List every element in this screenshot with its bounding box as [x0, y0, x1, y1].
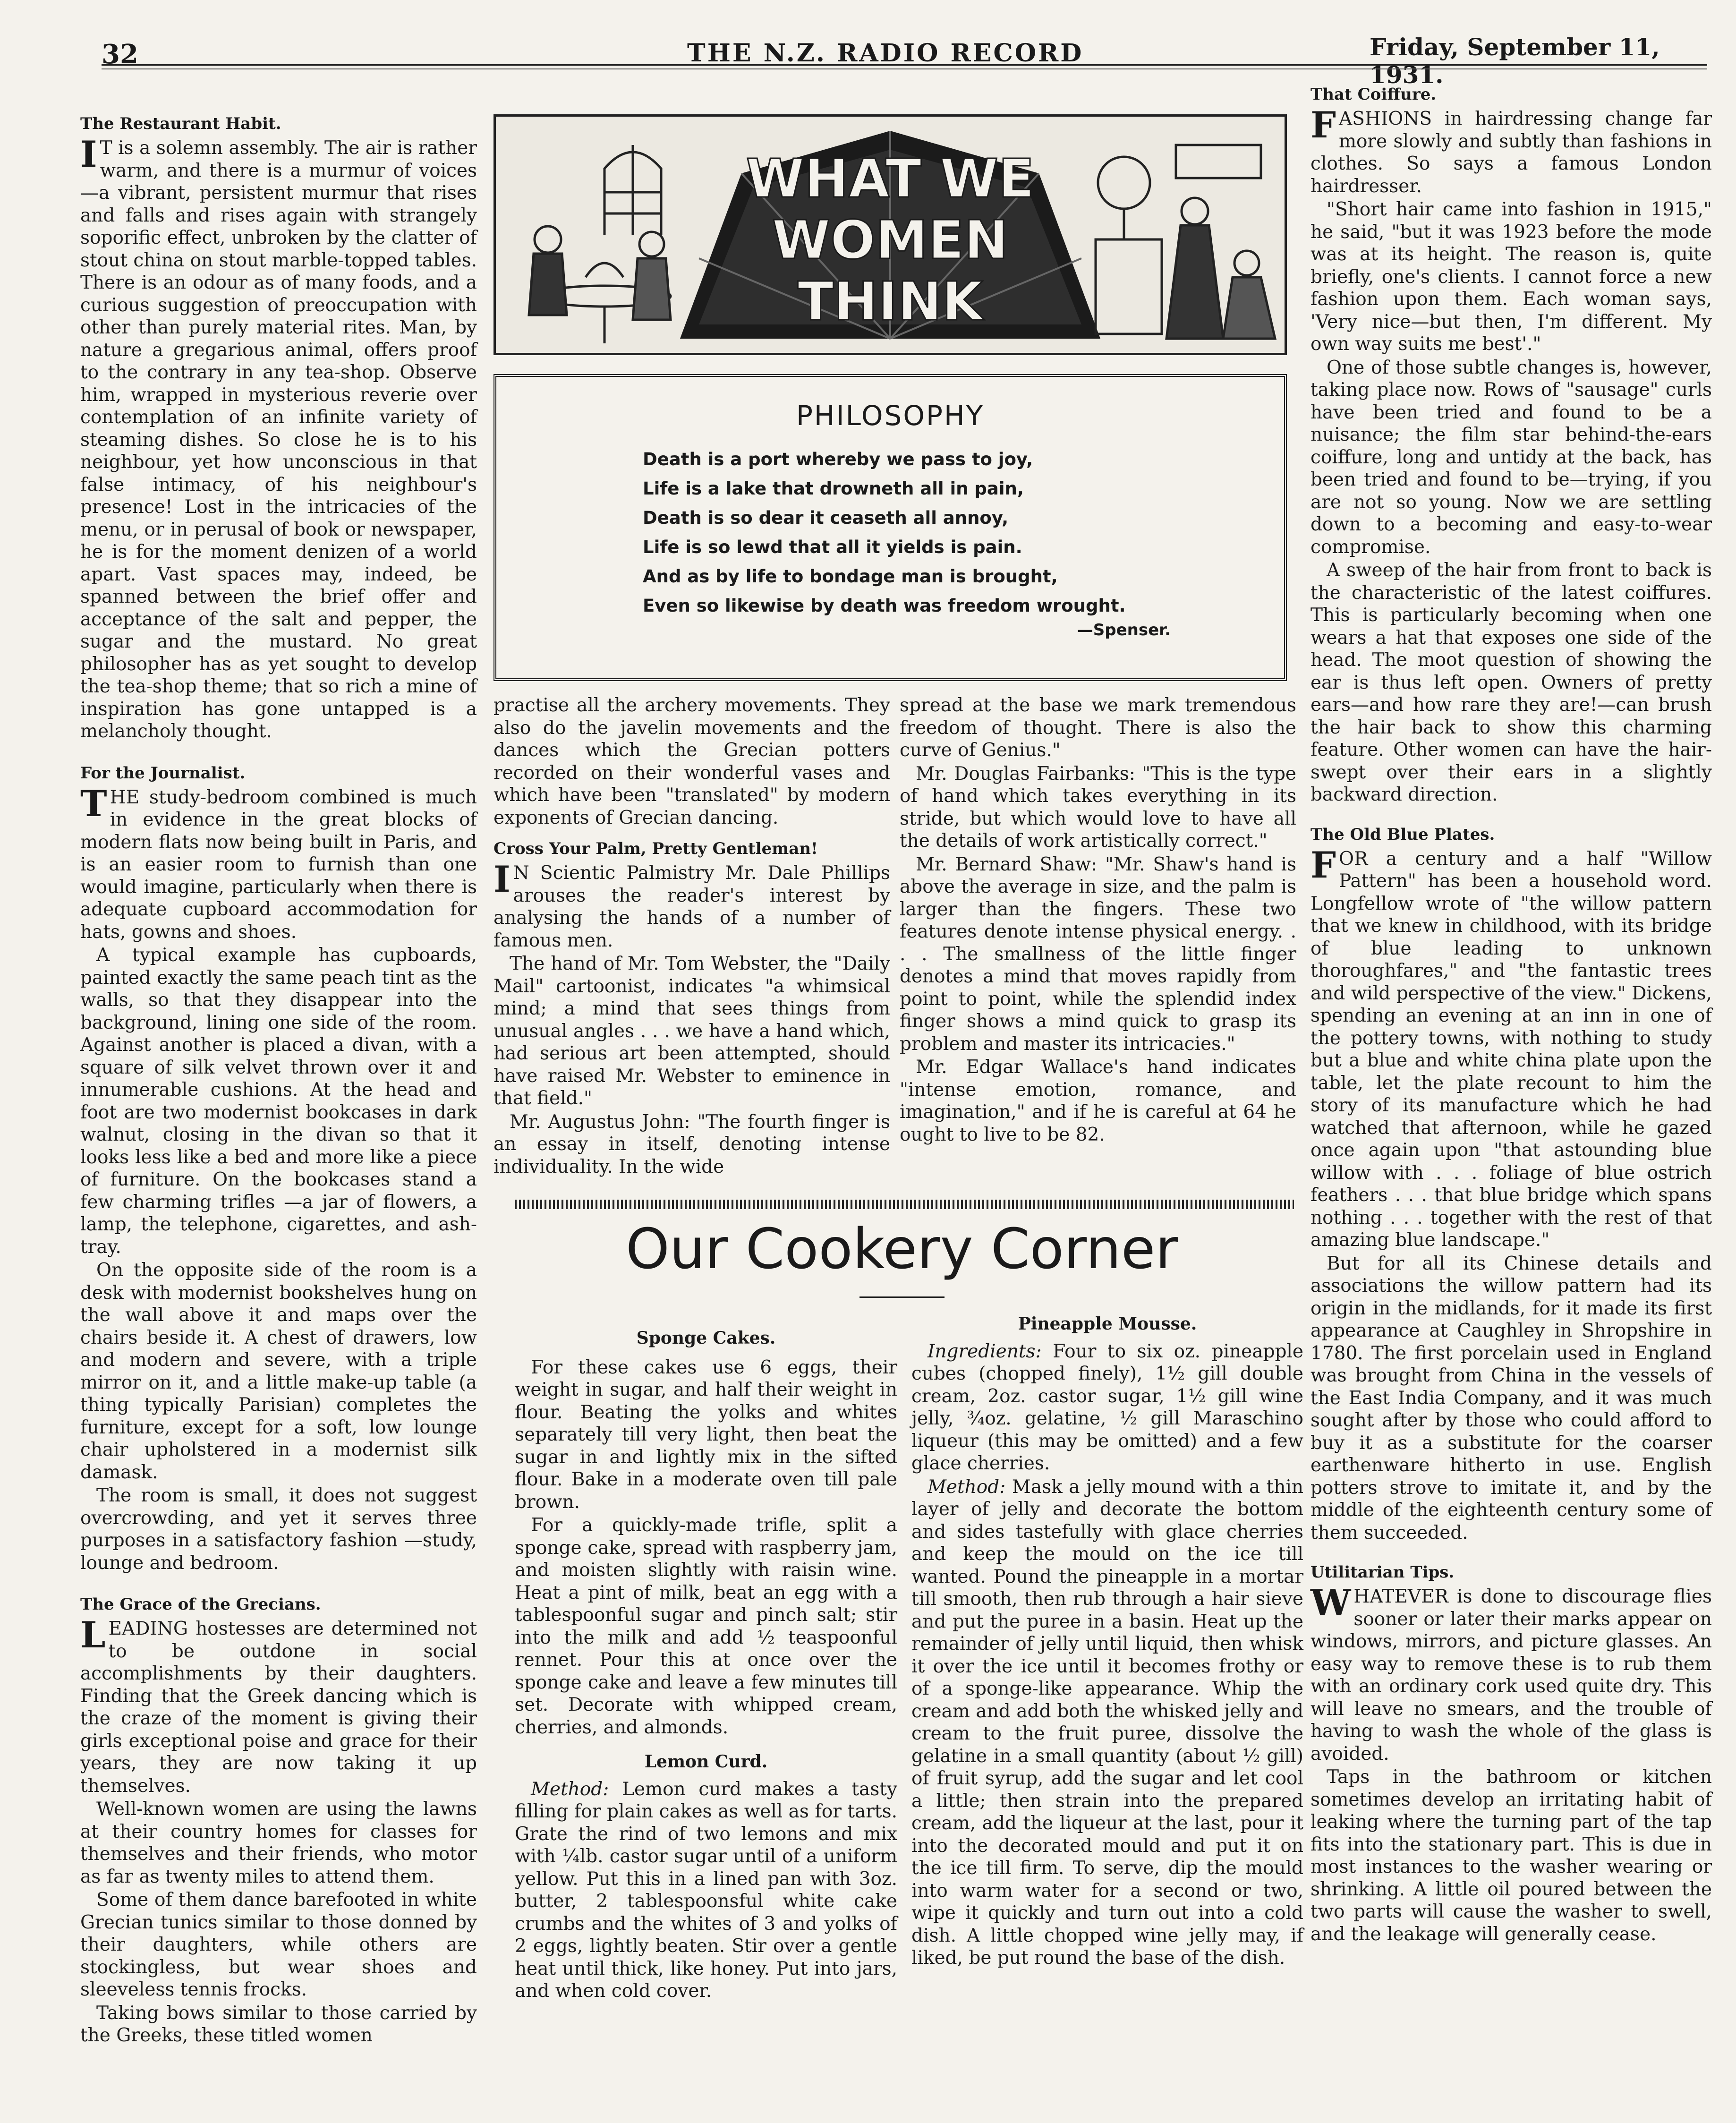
heading-that-coiffure: That Coiffure.: [1311, 85, 1437, 104]
heading-grace-of-grecians: The Grace of the Grecians.: [80, 1595, 321, 1614]
issue-date: Friday, September 11, 1931.: [1370, 33, 1660, 89]
journalist-paragraph-4: The room is small, it does not suggest overcrowding, and yet it serves three purposes in a satisfactory fashion —study, lounge and bedroom.: [80, 1485, 477, 1574]
heading-cross-your-palm: Cross Your Palm, Pretty Gentleman!: [494, 839, 818, 858]
pineapple-method-text: Mask a jelly mound with a thin layer of jelly and decorate the bottom and sides tastefully with glace cherries and keep the mould on the ice till wanted. Pound the pineapple in a mortar till smooth, then rub through a hair sieve and put the puree in a basin. Heat up the remainder of jelly until liquid, then whisk it over the ice until it becomes frothy or of a sponge-like appearance. Whip the cream and add both the whisked jelly and cream to the fruit puree, dissolve the gelatine in a small quantity (about ½ gill) of fruit syrup, add the sugar and let cool a little; then strain into the prepared cream, add the liqueur at the last, pour it into the decorated mould and put it on the ice till firm. To serve, dip the mould into warm water for a second or two, wipe it quickly and turn out into a cold dish. A little chopped wine jelly may, if liked, be put round the base of the dish.: [911, 1476, 1303, 1969]
pineapple-mousse-heading: Pineapple Mousse.: [1018, 1314, 1197, 1334]
poem-title: PHILOSOPHY: [796, 400, 985, 432]
banner-illustration: [496, 117, 1285, 353]
heading-restaurant-habit: The Restaurant Habit.: [80, 114, 281, 133]
lemon-curd-paragraph: [515, 1778, 897, 2003]
what-we-women-think-banner: [494, 114, 1287, 355]
lemon-method-text: Lemon curd makes a tasty filling for plain cakes as well as for tarts. Grate the rind of two lemons and mix with ¼lb. castor sugar until of a uniform yellow. Put this in a lined pan with 3oz. butter, 2 tablespoonsful white cake crumbs and the whites of 3 and yolks of 2 eggs, lightly beaten. Stir over a gentle heat until thick, like honey. Put into jars, and when cold cover.: [515, 1778, 897, 2002]
palm-paragraph-3: Mr. Augustus John: "The fourth finger is an essay in itself, denoting intense individuality. In the wide: [494, 1111, 890, 1177]
cookery-column-right: [911, 1313, 1303, 1970]
heading-for-the-journalist: For the Journalist.: [80, 763, 246, 783]
column-3: [900, 694, 1296, 1147]
journalist-paragraph-3: On the opposite side of the room is a desk with modernist bookshelves hung on the wall above it and maps over the chairs beside it. A chest of drawers, low and modern and severe, with a triple mirror on it, and a little make-up table (a thing typically Parisian) completes the furniture, except for a soft, low lounge chair upholstered in a modernist silk damask.: [80, 1260, 477, 1483]
cookery-title-underline: [859, 1296, 945, 1298]
plates-paragraph-1: FOR a century and a half "Willow Pattern" has been a household word. Longfellow wrote of "the willow pattern that we knew in childhood, with its bridge of blue leading to unknown thoroughfares," and "the fantastic trees and wild perspective of the view." Dickens, spending an evening at an inn in one of the pottery towns, with nothing to study but a blue and white china plate upon the table, let the plate recount to him the story of its manufacture which he had watched that afternoon, while he gazed once again upon "that astounding blue willow with . . . foliage of blue ostrich feathers . . . that blue bridge which spans nothing . . . together with the rest of that amazing blue landscape.": [1311, 844, 1712, 1251]
grecians-continued: practise all the archery movements. They also do the javelin movements and the dances which the Grecian potters recorded on their wonderful vases and which have been "translated" by modern exponents of Grecian dancing.: [494, 695, 890, 828]
sponge-paragraph-1: For these cakes use 6 eggs, their weight in sugar, and half their weight in flour. Beating the yolks and whites separately till very light, then beat the sugar in and lightly mix in the sifted flour. Bake in a moderate oven till pale brown.: [515, 1356, 897, 1513]
poem-line: Death is a port whereby we pass to joy,: [643, 449, 1033, 469]
banner-title-line2: WOMEN: [772, 210, 1009, 271]
pineapple-method-label: Method:: [928, 1476, 1006, 1498]
grecians-paragraph-1: LEADING hostesses are determined not to be outdone in social accomplishments by their daughters. Finding that the Greek dancing which is the craze of the moment is giving their girls exceptional poise and grace for their years, they are now taking it up themselves.: [80, 1614, 477, 1797]
poem-author: —Spenser.: [1077, 621, 1171, 639]
masthead: THE N.Z. RADIO RECORD: [687, 39, 1084, 68]
pineapple-method: [911, 1476, 1303, 1970]
poem-line: And as by life to bondage man is brought,: [643, 566, 1058, 587]
coiffure-paragraph-4: A sweep of the hair from front to back is the characteristic of the latest coiffures. This is particularly becoming when one wears a hat that exposes one side of the head. The moot question of showing the ear is thus left open. Owners of pretty ears—and how rare they are!—can brush the hair back to show this charming feature. Other women can have the hair-swept over their ears in a slightly backward direction.: [1311, 560, 1712, 805]
sponge-cakes-heading: Sponge Cakes.: [636, 1328, 776, 1348]
poem-line: Even so likewise by death was freedom wrought.: [643, 596, 1126, 616]
ingredients-label: Ingredients:: [928, 1340, 1042, 1362]
palmistry-continued: spread at the base we mark tremendous freedom of thought. There is also the curve of Genius.": [900, 695, 1296, 761]
tips-paragraph-1: WHATEVER is done to discourage flies sooner or later their marks appear on windows, mirrors, and picture glasses. An easy way to remove these is to rub them with an ordinary cork used quite dry. This will leave no smears, and the trouble of having to wash the whole of the glass is avoided.: [1311, 1582, 1712, 1765]
cookery-column-left: [515, 1327, 897, 2004]
banner-title-line1: WHAT WE: [746, 148, 1035, 210]
poem-lines: [643, 445, 1284, 621]
header-rule: [102, 64, 1707, 69]
grecians-paragraph-3: Some of them dance barefooted in white Grecian tunics similar to those donned by their daughters, while others are stockingless, but wear shoes and sleeveless tennis frocks.: [80, 1889, 477, 2000]
palm-paragraph-1: IN Scientic Palmistry Mr. Dale Phillips arouses the reader's interest by analysing the hands of a number of famous men.: [494, 858, 890, 951]
heading-utilitarian-tips: Utilitarian Tips.: [1311, 1563, 1455, 1582]
column-1: [80, 104, 477, 2048]
heading-old-blue-plates: The Old Blue Plates.: [1311, 825, 1495, 844]
palm-paragraph-2: The hand of Mr. Tom Webster, the "Daily Mail" cartoonist, indicates "a whimsical mind; a mind that sees things from unusual angles . . . we have a hand which, had serious art been attempted, should have raised Mr. Webster to eminence in that field.": [494, 953, 890, 1109]
grecians-paragraph-2: Well-known women are using the lawns at their country homes for classes for themselves and their friends, who motor as far as twenty miles to attend them.: [80, 1799, 477, 1887]
sponge-paragraph-2: For a quickly-made trifle, split a sponge cake, spread with raspberry jam, and moisten slightly with raisin wine. Heat a pint of milk, beat an egg with a tablespoonful sugar and pinch salt; stir into the milk and add ½ teaspoonful rennet. Pour this at once over the sponge cake and leave a few minutes till set. Decorate with whipped cream, cherries, and almonds.: [515, 1515, 897, 1738]
philosophy-poem-box: [494, 374, 1287, 681]
palmistry-shaw: Mr. Bernard Shaw: "Mr. Shaw's hand is above the average in size, and the palm is larger than the fingers. These two features denote intense physical energy. . . . The smallness of the little finger denotes a mind that moves rapidly from point to point, while the splendid index finger shows a mind quick to grasp its problem and master its intricacies.": [900, 853, 1296, 1055]
cookery-divider-rule: [515, 1200, 1294, 1209]
journalist-paragraph-1: THE study-bedroom combined is much in evidence in the great blocks of modern flats now being built in Paris, and is an easier room to furnish than one would imagine, particularly when there is adequate cupboard accommodation for hats, gowns and shoes.: [80, 782, 477, 943]
column-4: [1311, 85, 1712, 1946]
palmistry-wallace: Mr. Edgar Wallace's hand indicates "intense emotion, romance, and imagination," and if he is careful at 64 he ought to live to be 82.: [900, 1057, 1296, 1145]
tips-paragraph-2: Taps in the bathroom or kitchen sometimes develop an irritating habit of leaking where the turning part of the tap fits into the stationary part. This is due in most instances to the washer wearing or shrinking. A little oil poured between the two parts will cause the washer to swell, and the leakage will generally cease.: [1311, 1766, 1712, 1945]
lemon-curd-heading: Lemon Curd.: [644, 1752, 768, 1772]
coiffure-paragraph-1: FASHIONS in hairdressing change far more slowly and subtly than fashions in clothes. So says a famous London hairdresser.: [1311, 104, 1712, 197]
palmistry-fairbanks: Mr. Douglas Fairbanks: "This is the type of hand which takes everything in its stride, but which would love to have all the details of work artistically correct.": [900, 763, 1296, 852]
ingredients-text: Four to six oz. pineapple cubes (chopped finely), 1½ gill double cream, 2oz. castor sugar, 1½ gill wine jelly, ¾oz. gelatine, ½ gill Maraschino liqueur (this may be omitted) and a few glace cherries.: [911, 1340, 1303, 1474]
pineapple-ingredients: [911, 1340, 1303, 1475]
lemon-method-label: Method:: [531, 1778, 609, 1800]
journalist-paragraph-2: A typical example has cupboards, painted exactly the same peach tint as the walls, so that they disappear into the background, lining one side of the room. Against another is placed a divan, with a square of silk velvet thrown over it and innumerable cushions. At the head and foot are two modernist bookcases in dark walnut, closing in the divan so that it looks less like a bed and more like a piece of furniture. On the bookcases stand a few charming trifles —a jar of flowers, a lamp, the telephone, cigarettes, and ash-tray.: [80, 945, 477, 1258]
poem-line: Death is so dear it ceaseth all annoy,: [643, 508, 1009, 528]
plates-paragraph-2: But for all its Chinese details and associations the willow pattern had its origin in the midlands, for it made its first appearance at Caughley in Shropshire in 1780. The first porcelain used in England was brought from China in the vessels of the East India Company, and it was much sought after by those who could afford to buy it as a substitute for the coarser earthenware hitherto in use. English potters strove to imitate it, and by the middle of the eighteenth century some of them succeeded.: [1311, 1253, 1712, 1543]
coiffure-paragraph-3: One of those subtle changes is, however, taking place now. Rows of "sausage" curls have been tried and found to be a nuisance; the film star behind-the-ears coiffure, long and untidy at the back, has been tried and found to be—trying, if you are not so young. Now we are settling down to a becoming and easy-to-wear compromise.: [1311, 357, 1712, 558]
banner-title-line3: THINK: [797, 271, 983, 333]
cookery-corner-title: Our Cookery Corner: [626, 1216, 1178, 1281]
grecians-paragraph-4: Taking bows similar to those carried by the Greeks, these titled women: [80, 2002, 477, 2046]
poem-line: Life is a lake that drowneth all in pain,: [643, 478, 1024, 499]
page-number: 32: [102, 39, 138, 70]
column-2: [494, 694, 890, 1179]
restaurant-paragraph: IT is a solemn assembly. The air is rather warm, and there is a murmur of voices—a vibrant, persistent murmur that rises and falls and rises again with strangely soporific effect, unbroken by the clatter of stout china on stout marble-topped tables. There is an odour as of many foods, and a curious suggestion of preoccupation with other than purely material rites. Man, by nature a gregarious animal, offers proof to the contrary in any tea-shop. Observe him, wrapped in mysterious reverie over contemplation of an infinite variety of steaming dishes. So close he is to his neighbour, yet how unconscious in that false intimacy, of his neighbour's presence! Lost in the intricacies of the menu, or in perusal of book or newspaper, he is for the moment denizen of a world apart. Vast spaces may, indeed, be spanned between the brief offer and acceptance of the salt and pepper, the sugar and the mustard. No great philosopher has as yet sought to develop the tea-shop theme; that so rich a mine of inspiration has gone untapped is a melancholy thought.: [80, 133, 477, 742]
poem-line: Life is so lewd that all it yields is pain.: [643, 537, 1022, 557]
coiffure-paragraph-2: "Short hair came into fashion in 1915," he said, "but it was 1923 before the mode was at its height. The reason is, quite briefly, one's clients. I cannot force a new fashion upon them. Each woman says, 'Very nice—but then, I'm different. My own way suits me best'.": [1311, 199, 1712, 355]
